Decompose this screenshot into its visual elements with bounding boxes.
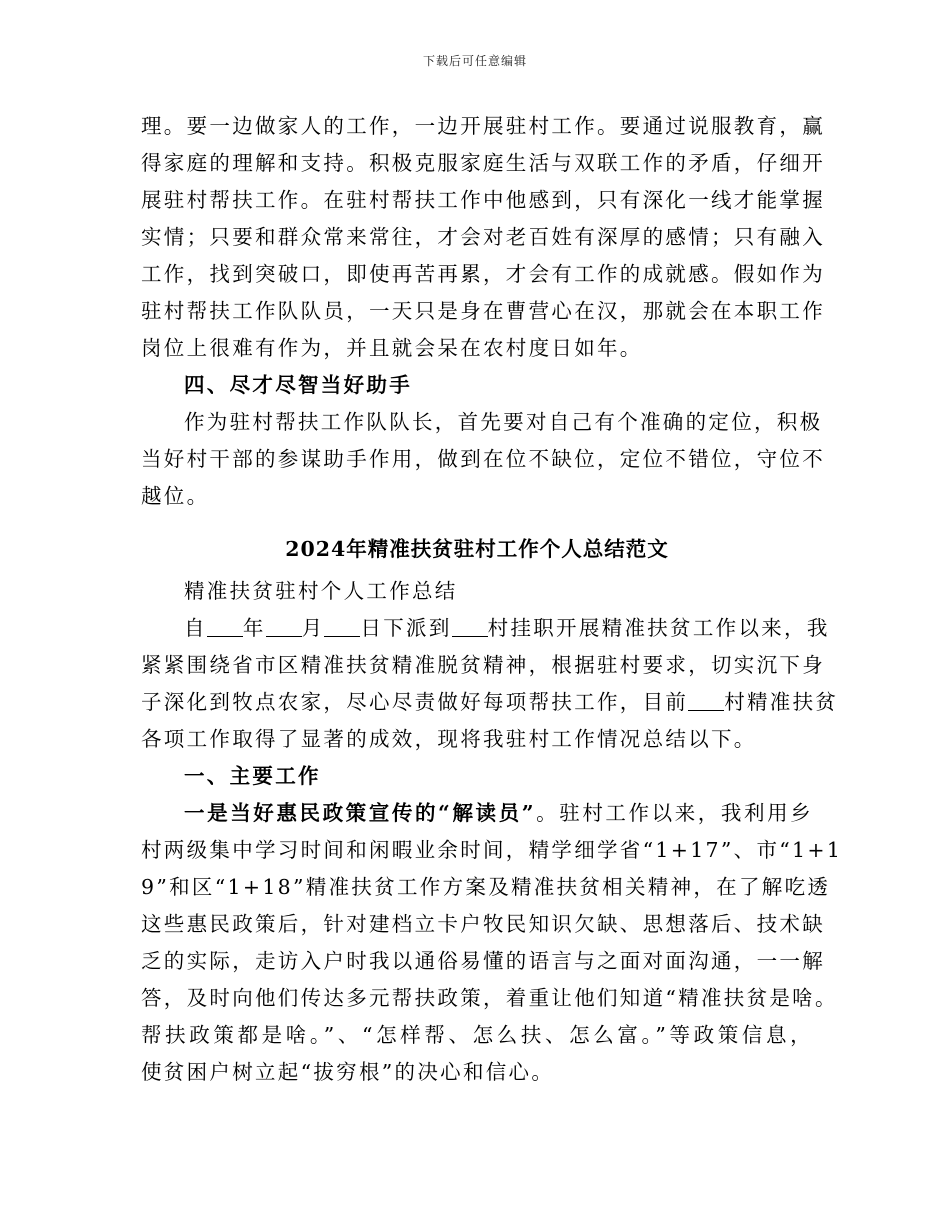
intro-line xyxy=(141,684,839,721)
body-line: 各项工作取得了显著的成效，现将我驻村工作情况总结以下。 xyxy=(141,727,757,751)
body-line: 理。要一边做家人的工作，一边开展驻村工作。要通过说服教育，赢 xyxy=(141,114,825,138)
body-line: 展驻村帮扶工作。在驻村帮扶工作中他感到，只有深化一线才能掌握 xyxy=(141,188,825,212)
body-line: 乏的实际，走访入户时我以通俗易懂的语言与之面对面沟通，一一解 xyxy=(141,949,825,973)
body-line: 答，及时向他们传达多元帮扶政策，着重让他们知道“精准扶贫是啥。 xyxy=(141,986,838,1010)
body-line: 当好村干部的参谋助手作用，做到在位不缺位，定位不错位，守位不 xyxy=(141,447,825,471)
page-header: 下载后可任意编辑 xyxy=(422,54,527,68)
intro-text: 自 xyxy=(184,616,207,640)
fill-blank xyxy=(452,614,488,637)
fill-blank xyxy=(688,688,724,711)
intro-text: 村挂职开展精准扶贫工作以来，我 xyxy=(487,616,830,640)
document-body xyxy=(141,108,843,1091)
point-text: 。驻村工作以来，我利用乡 xyxy=(535,801,813,825)
fill-blank xyxy=(266,614,302,637)
body-line: 工作，找到突破口，即使再苦再累，才会有工作的成就感。假如作为 xyxy=(141,262,825,286)
body-line: 紧紧围绕省市区精准扶贫精准脱贫精神，根据驻村要求，切实沉下身 xyxy=(141,653,825,677)
body-line: 驻村帮扶工作队队员，一天只是身在曹营心在汉，那就会在本职工作 xyxy=(141,299,825,323)
body-line: 作为驻村帮扶工作队队长，首先要对自己有个准确的定位，积极 xyxy=(184,410,823,434)
body-line: 使贫困户树立起“拔穷根”的决心和信心。 xyxy=(141,1060,555,1084)
intro-text: 月 xyxy=(301,616,325,640)
body-line: 岗位上很难有作为，并且就会呆在农村度日如年。 xyxy=(141,336,643,360)
fill-blank xyxy=(324,614,360,637)
intro-text: 村精准扶贫 xyxy=(724,690,839,714)
subtitle: 精准扶贫驻村个人工作总结 xyxy=(184,579,458,603)
intro-text: 日下派到 xyxy=(360,616,452,640)
point-bold-lead: 一是当好惠民政策宣传的“解读员” xyxy=(184,801,536,825)
section-heading-1: 一、主要工作 xyxy=(184,764,321,788)
intro-text: 年 xyxy=(242,616,266,640)
document-title: 2024年精准扶贫驻村工作个人总结范文 xyxy=(285,537,669,561)
body-line: 帮扶政策都是啥。”、“怎样帮、怎么扶、怎么富。”等政策信息， xyxy=(141,1023,813,1047)
section-heading-4: 四、尽才尽智当好助手 xyxy=(184,373,412,397)
intro-text: 子深化到牧点农家，尽心尽责做好每项帮扶工作，目前 xyxy=(141,690,689,714)
fill-blank xyxy=(207,614,243,637)
body-line: 9”和区“1+18”精准扶贫工作方案及精准扶贫相关精神，在了解吃透 xyxy=(141,875,831,899)
intro-line xyxy=(141,610,830,647)
body-line: 这些惠民政策后，针对建档立卡户牧民知识欠缺、思想落后、技术缺 xyxy=(141,912,825,936)
body-line: 村两级集中学习时间和闲暇业余时间，精学细学省“1+17”、市“1+1 xyxy=(141,838,843,862)
body-line: 实情；只要和群众常来常往，才会对老百姓有深厚的感情；只有融入 xyxy=(141,225,825,249)
body-line: 越位。 xyxy=(141,484,210,508)
body-line: 得家庭的理解和支持。积极克服家庭生活与双联工作的矛盾，仔细开 xyxy=(141,151,825,175)
point-lead-line xyxy=(141,795,813,832)
